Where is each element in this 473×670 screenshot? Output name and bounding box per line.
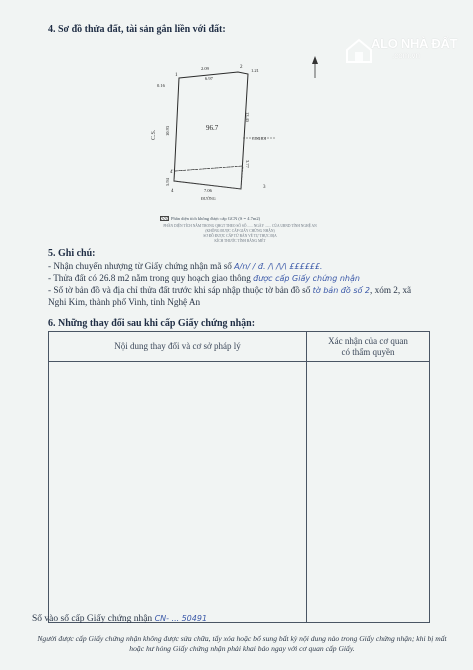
registry-line: Số vào sổ cấp Giấy chứng nhận CN- ... 50491 <box>32 614 208 624</box>
watermark-sub: .com.vn <box>392 51 421 60</box>
edge-label-bottom: 7.06 <box>204 188 212 193</box>
edge-label-right-top: 1.21 <box>251 68 259 73</box>
col-header-content: Nội dung thay đổi và cơ sở pháp lý <box>49 332 307 362</box>
changes-content-cell <box>49 362 307 623</box>
edge-label-right: 13.45 <box>245 112 250 123</box>
corner-label-1: 1 <box>175 73 178 78</box>
col-header-confirm: Xác nhận của cơ quan có thẩm quyền <box>307 332 430 362</box>
corner-label-3: 3 <box>263 185 266 190</box>
section-4-title: 4. Sơ đồ thửa đất, tài sản gắn liền với đất: <box>48 24 226 35</box>
edge-label-left-low: 5.94 <box>165 178 170 186</box>
edge-label-right-low: 3.77 <box>245 160 250 168</box>
svg-text:C.S.: C.S. <box>151 129 157 140</box>
edge-label-left-top: 0.16 <box>157 83 165 88</box>
registry-code: 50491 <box>181 614 208 623</box>
corner-label-4: 4 <box>171 189 174 194</box>
changes-table <box>48 331 430 623</box>
edge-label-top2: 6.97 <box>205 76 213 81</box>
note-line-3: - Số tờ bản đồ và địa chỉ thửa đất trước khi sáp nhập thuộc tờ bản đồ số tờ bản đồ số 2, xóm 2, xã <box>48 285 412 295</box>
note-line-4: Nghi Kim, thành phố Vinh, tỉnh Nghệ An <box>48 297 201 307</box>
edge-label-left: 10.93 <box>165 125 170 136</box>
section-5-title: 5. Ghi chú: <box>48 248 96 259</box>
changes-confirm-cell <box>307 362 430 623</box>
north-arrow-icon <box>312 56 318 78</box>
land-plot-diagram <box>145 52 335 220</box>
plot-stamp-notes: PHẦN DIỆN TÍCH NẰM TRONG QHGT THEO SỐ SỐ ...... NGÀY ....... CỦA UBND TỈNH NGHỆ AN (KHÔNG ĐƯỢC CẤP GIẤY CHỨNG NHẬN) SƠ ĐỒ ĐƯỢC CẤP TỪ BẢN VẼ TỰ THỰC ĐỊA KÍCH THƯỚC TÍNH BẰNG MÉT <box>163 224 317 243</box>
corner-label-4p: 4' <box>170 170 174 175</box>
plot-legend: Phần diện tích không được cấp GCN (S = 4.7m2) <box>160 216 260 221</box>
hatch-swatch-icon <box>160 216 169 221</box>
section-6-title: 6. Những thay đổi sau khi cấp Giấy chứng nhận: <box>48 318 256 329</box>
footer-warning: Người được cấp Giấy chứng nhận không được sửa chữa, tẩy xóa hoặc bổ sung bất kỳ nội dung nào trong Giấy chứng nhận; khi bị mất hoặc hư hỏng Giấy chứng nhận phải khai báo ngay với cơ quan cấp Giấy. <box>37 634 447 653</box>
edge-label-top: 2.09 <box>201 66 209 71</box>
registry-handwritten: CN- ... <box>154 614 180 623</box>
corner-label-2: 2 <box>240 65 243 70</box>
note-line-1: - Nhận chuyển nhượng từ Giấy chứng nhận mã số A/n/ / đ. /\ /\/\ ££££££. <box>48 261 323 271</box>
road-label: ĐƯỜNG <box>201 196 216 201</box>
watermark-brand: ALO NHÀ ĐẤT <box>371 36 458 51</box>
area-label: 96.7 <box>206 124 219 132</box>
boundary-label: COGIOI <box>252 136 266 141</box>
note-line-2: - Thửa đất có 26.8 m2 nằm trong quy hoạch giao thông được cấp Giấy chứng nhận <box>48 273 360 283</box>
